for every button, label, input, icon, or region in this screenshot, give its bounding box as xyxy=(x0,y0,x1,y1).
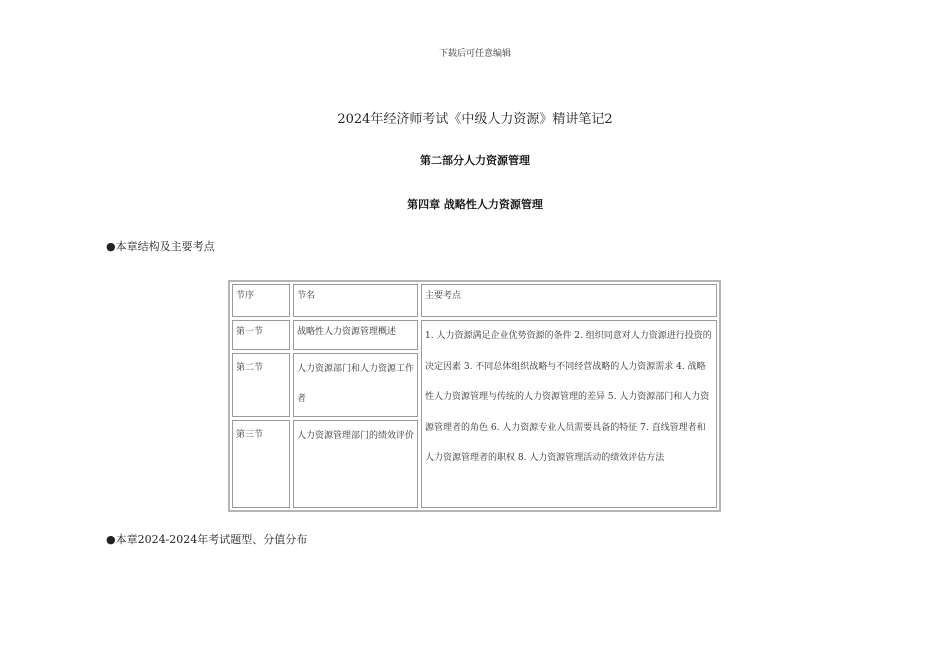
structure-heading: ●本章结构及主要考点 xyxy=(106,240,215,253)
table-row-2-order: 第二节 xyxy=(232,353,290,417)
table-row-3-name: 人力资源管理部门的绩效评价 xyxy=(293,420,418,508)
table-row-3-order: 第三节 xyxy=(232,420,290,508)
table-key-points: 1. 人力资源满足企业优势资源的条件 2. 组织同意对人力资源进行投资的决定因素 3. 不同总体组织战略与不同经营战略的人力资源需求 4. 战略性人力资源管理与传统的人力资源管理的差异 5. 人力资源部门和人力资源管理者的角色 6. 人力资源专业人员需要具备的特征 7. 直线管理者和人力资源管理者的职权 8. 人力资源管理活动的绩效评估方法 xyxy=(421,320,717,508)
table-row-2-name: 人力资源部门和人力资源工作者 xyxy=(293,353,418,417)
table-header-name: 节名 xyxy=(293,284,418,317)
table-header-order: 节序 xyxy=(232,284,290,317)
table-row-1-name: 战略性人力资源管理概述 xyxy=(293,320,418,350)
document-title: 2024年经济师考试《中级人力资源》精讲笔记2 xyxy=(337,112,613,127)
chapter-title: 第四章 战略性人力资源管理 xyxy=(407,198,543,211)
header-note: 下载后可任意编辑 xyxy=(438,49,511,59)
table-row-1-order: 第一节 xyxy=(232,320,290,350)
part-title: 第二部分人力资源管理 xyxy=(420,154,530,167)
table-header-points: 主要考点 xyxy=(421,284,717,317)
chapter-outline-table xyxy=(228,280,721,512)
exam-distribution-heading: ●本章2024-2024年考试题型、分值分布 xyxy=(106,533,308,546)
